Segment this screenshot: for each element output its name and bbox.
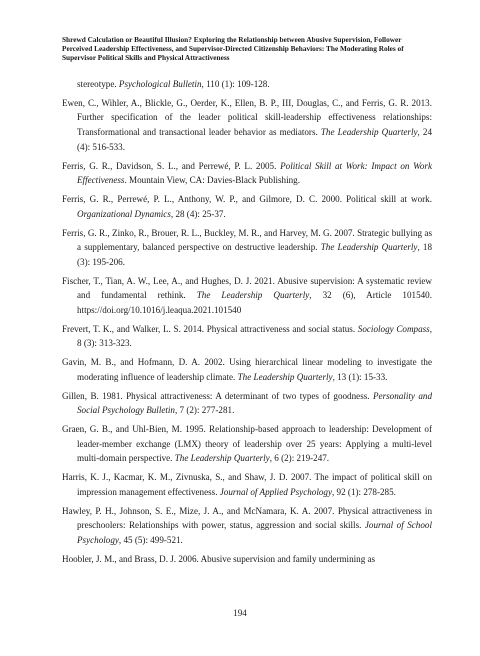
reference-entry: Ferris, G. R., Perrewé, P. L., Anthony, W. P., and Gilmore, D. C. 2000. Political skill at work. Organizational Dynamics, 28 (4): 25-37.	[62, 194, 432, 219]
reference-entry: Gillen, B. 1981. Physical attractiveness: A determinant of two types of goodness. Personality and Social Psychology Bulletin, 7 (2): 277-281.	[62, 390, 432, 416]
running-head: Shrewd Calculation or Beautiful Illusion? Exploring the Relationship between Abusive Supervision, Follower Perceived Leadership Effectiveness, and Supervisor-Directed Citizenship Behaviors: The Moderating Roles of Supervisor Political Skills and Physical Attractiveness	[62, 35, 404, 62]
reference-entry: Ewen, C., Wihler, A., Blickle, G., Oerder, K., Ellen, B. P., III, Douglas, C., and Ferris, G. R. 2013. Further specification of the leader political skill-leadership effectiveness relationships: Transformational and transactional leader behavior as mediators. The Leadership Quarterly, 24 (4): 516-533.	[62, 97, 432, 152]
reference-entry: Ferris, G. R., Davidson, S. L., and Perrewé, P. L. 2005. Political Skill at Work: Impact on Work Effectiveness. Mountain View, CA: Davies-Black Publishing.	[62, 160, 432, 186]
reference-entry: Hawley, P. H., Johnson, S. E., Mize, J. A., and McNamara, K. A. 2007. Physical attractiveness in preschoolers: Relationships with power, status, aggression and social skills. Journal of School Psychology, 45 (5): 499-521.	[62, 505, 432, 545]
reference-entry: Gavin, M. B., and Hofmann, D. A. 2002. Using hierarchical linear modeling to investigate the moderating influence of leadership climate. The Leadership Quarterly, 13 (1): 15-33.	[62, 357, 432, 382]
reference-entry: Frevert, T. K., and Walker, L. S. 2014. Physical attractiveness and social status. Sociology Compass, 8 (3): 313-323.	[62, 323, 432, 349]
reference-entry: Hoobler, J. M., and Brass, D. J. 2006. Abusive supervision and family undermining as	[62, 553, 376, 564]
reference-entry: stereotype. Psychological Bulletin, 110 (1): 109-128.	[77, 79, 270, 89]
reference-entry: Graen, G. B., and Uhl-Bien, M. 1995. Relationship-based approach to leadership: Development of leader-member exchange (LMX) theory of leadership over 25 years: Applying a multi-level multi-domain perspective. The Leadership Quarterly, 6 (2): 219-247.	[62, 424, 432, 464]
reference-entry: Harris, K. J., Kacmar, K. M., Zivnuska, S., and Shaw, J. D. 2007. The impact of political skill on impression management effectiveness. Journal of Applied Psychology, 92 (1): 278-285.	[62, 472, 432, 497]
reference-entry: Ferris, G. R., Zinko, R., Brouer, R. L., Buckley, M. R., and Harvey, M. G. 2007. Strategic bullying as a supplementary, balanced perspective on destructive leadership. The Leadership Quarterly, 18 (3): 195-206.	[62, 227, 432, 267]
reference-list	[62, 77, 432, 566]
reference-entry: Fischer, T., Tian, A. W., Lee, A., and Hughes, D. J. 2021. Abusive supervision: A systematic review and fundamental rethink. The Leadership Quarterly, 32 (6), Article 101540. https://doi.org/10.1016/j.leaqua.2021.101540	[62, 275, 432, 315]
page-number: 194	[233, 608, 247, 618]
